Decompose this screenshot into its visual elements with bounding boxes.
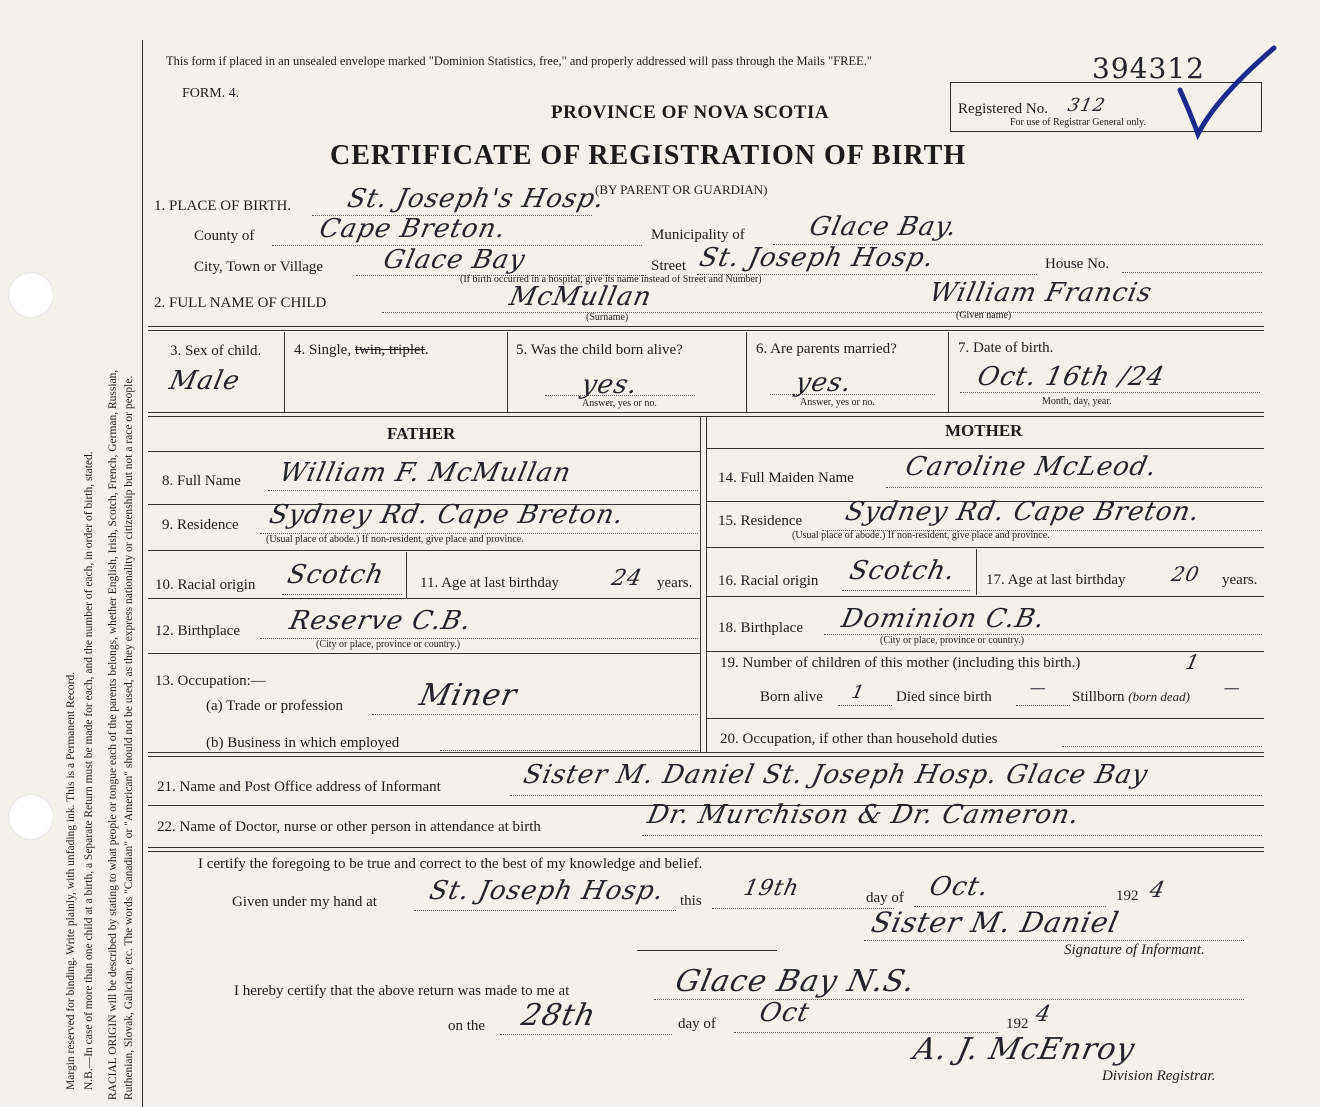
- given-day-dots: [712, 908, 894, 909]
- father-trade-dots: [372, 714, 698, 715]
- mother-children-value: 1: [1183, 650, 1203, 674]
- answer-note-6: Answer, yes or no.: [800, 397, 875, 408]
- parents-divider-b: [706, 416, 707, 752]
- father-occ-label: 13. Occupation:—: [155, 673, 266, 689]
- married-dots: [770, 394, 935, 395]
- province-heading: PROVINCE OF NOVA SCOTIA: [551, 102, 830, 123]
- registrar-statement: I hereby certify that the above return was made to me at: [234, 983, 570, 999]
- stillborn-value: —: [1221, 678, 1244, 697]
- sex-label: 3. Sex of child.: [170, 343, 262, 359]
- mother-occ-dots: [1062, 746, 1262, 747]
- surname-label: (Surname): [586, 312, 629, 323]
- rule-2: [148, 412, 1264, 413]
- mother-heading: MOTHER: [945, 421, 1023, 440]
- row3-div-1: [284, 332, 285, 412]
- father-bp-label: 12. Birthplace: [155, 623, 240, 639]
- margin-note-2: N.B.—In case of more than one child at a birth, a Separate Return must be made for each, and the number of each, in order of birth, stated.: [83, 451, 95, 1090]
- informant-label: 21. Name and Post Office address of Informant: [157, 779, 441, 795]
- mail-note: This form if placed in an unsealed envelope marked "Dominion Statistics, free," and properly addressed will pass through the Mails "FREE.": [166, 54, 873, 68]
- died-dots: [1016, 705, 1070, 706]
- father-res-note: (Usual place of abode.) If non-resident, give place and province.: [266, 534, 524, 545]
- registrar-signature: A. J. McEnroy: [910, 1032, 1139, 1067]
- father-years-label: years.: [657, 575, 693, 591]
- answer-note-5: Answer, yes or no.: [582, 398, 657, 409]
- registrar-day-of-label: day of: [678, 1016, 716, 1032]
- registrar-year-value: 4: [1033, 1002, 1054, 1027]
- mother-race-value: Scotch.: [846, 556, 959, 586]
- mother-res-note: (Usual place of abode.) If non-resident, give place and province.: [792, 530, 1050, 541]
- father-bp-value: Reserve C.B.: [286, 606, 475, 636]
- child-name-label: 2. FULL NAME OF CHILD: [154, 295, 327, 311]
- form-number: FORM. 4.: [182, 86, 240, 101]
- by-parent-note: (BY PARENT OR GUARDIAN): [595, 182, 768, 197]
- registrar-year-prefix: 192: [1006, 1016, 1029, 1032]
- parents-married-value: yes.: [792, 368, 855, 398]
- dob-dots: [960, 392, 1260, 393]
- father-business-dots: [440, 750, 698, 751]
- stillborn-text: Stillborn: [1072, 689, 1125, 705]
- father-race-label: 10. Racial origin: [155, 577, 256, 593]
- father-rule-10: [148, 598, 700, 599]
- stillborn-note: (born dead): [1128, 689, 1191, 704]
- street-value: St. Joseph Hosp.: [696, 243, 938, 273]
- parents-divider-a: [700, 416, 701, 752]
- certificate-title: CERTIFICATE OF REGISTRATION OF BIRTH: [330, 140, 967, 171]
- mother-race-dots: [842, 590, 970, 591]
- given-label: Given under my hand at: [232, 894, 377, 910]
- dob-value: Oct. 16th /24: [974, 362, 1168, 392]
- margin-note-1: Margin reserved for binding. Write plainly, with unfading ink. This is a Permanent Record.: [65, 671, 77, 1090]
- father-name-value: William F. McMullan: [276, 458, 575, 488]
- rule-1b: [148, 330, 1264, 331]
- row3-div-4: [948, 332, 949, 412]
- doctor-dots: [642, 835, 1262, 836]
- doctor-label: 22. Name of Doctor, nurse or other person in attendance at birth: [157, 819, 541, 835]
- place-of-birth-label: 1. PLACE OF BIRTH.: [154, 198, 292, 214]
- registrar-place-dots: [654, 999, 1244, 1000]
- registrar-day-value: 28th: [518, 998, 600, 1033]
- child-surname-value: McMullan: [506, 282, 655, 312]
- mother-years-label: years.: [1222, 572, 1258, 588]
- born-alive-value: yes.: [578, 370, 641, 400]
- dob-label: 7. Date of birth.: [958, 340, 1054, 356]
- stamp-number: 394312: [1092, 52, 1205, 85]
- margin-note-4: Ruthenian, Slovak, Galician, etc. The words "Canadian" or "American" should not be used, as they express nationality or citizenship but not a race or people.: [123, 375, 135, 1100]
- mother-rule-15: [706, 547, 1264, 548]
- registrar-place-value: Glace Bay N.S.: [672, 964, 919, 999]
- father-trade-value: Miner: [416, 678, 521, 713]
- mother-age-value: 20: [1169, 562, 1203, 586]
- center-short-rule: [637, 950, 777, 951]
- hospital-note: (If birth occurred in a hospital, give its name instead of Street and Number): [460, 274, 762, 285]
- informant-dots: [510, 795, 1262, 796]
- county-value: Cape Breton.: [316, 214, 509, 244]
- mother-rule-18: [706, 651, 1264, 652]
- rule-3: [148, 752, 1264, 753]
- father-name-dots: [268, 490, 698, 491]
- place-of-birth-value: St. Joseph's Hosp.: [344, 184, 608, 214]
- mother-age-label: 17. Age at last birthday: [986, 572, 1126, 588]
- father-name-label: 8. Full Name: [162, 473, 241, 489]
- mother-name-dots: [886, 487, 1262, 488]
- rule-4b: [148, 851, 1264, 852]
- father-business-label: (b) Business in which employed: [206, 735, 400, 751]
- father-rule-9: [148, 550, 700, 551]
- informant-signature: Sister M. Daniel: [868, 906, 1123, 939]
- twin-triplet-struck: twin, triplet: [354, 342, 425, 358]
- row3-div-3: [746, 332, 747, 412]
- born-alive-label: 5. Was the child born alive?: [516, 342, 683, 358]
- single-label: [294, 342, 429, 359]
- father-trade-label: (a) Trade or profession: [206, 698, 344, 714]
- father-rule-12: [148, 653, 700, 654]
- on-the-label: on the: [448, 1018, 486, 1034]
- mother-res-label: 15. Residence: [718, 513, 803, 529]
- row3-div-2: [507, 332, 508, 412]
- binding-hole-top: [8, 272, 54, 318]
- informant-signature-label: Signature of Informant.: [1064, 942, 1205, 958]
- mother-children-label: 19. Number of children of this mother (including this birth.): [720, 655, 1081, 671]
- father-race-value: Scotch: [284, 560, 387, 590]
- mother-bp-value: Dominion C.B.: [838, 604, 1048, 634]
- registered-value: 312: [1065, 95, 1108, 116]
- city-label: City, Town or Village: [194, 259, 324, 275]
- father-age-value: 24: [609, 566, 645, 591]
- father-heading: FATHER: [387, 424, 456, 443]
- father-bp-note: (City or place, province or country.): [316, 639, 461, 650]
- mother-bp-label: 18. Birthplace: [718, 620, 803, 636]
- registered-label: Registered No.: [958, 101, 1048, 117]
- given-place-value: St. Joseph Hosp.: [426, 876, 668, 906]
- mother-bp-note: (City or place, province or country.): [880, 635, 1025, 646]
- mother-name-value: Caroline McLeod.: [902, 452, 1161, 482]
- city-value: Glace Bay: [380, 245, 529, 275]
- child-dots: [382, 312, 1262, 313]
- mother-rule-16: [706, 596, 1264, 597]
- died-since-label: Died since birth: [896, 689, 992, 705]
- doctor-value: Dr. Murchison & Dr. Cameron.: [644, 800, 1083, 830]
- alive-dots: [545, 395, 695, 396]
- child-given-value: William Francis: [926, 278, 1156, 308]
- given-day-value: 19th: [741, 876, 802, 901]
- born-alive-dots: [838, 705, 892, 706]
- mother-rule-19: [706, 718, 1264, 719]
- informant-sig-dots: [864, 940, 1244, 941]
- single-suffix: .: [424, 342, 429, 358]
- mother-rule-h: [706, 448, 1264, 449]
- house-label: House No.: [1045, 256, 1110, 272]
- certify-statement: I certify the foregoing to be true and correct to the best of my knowledge and belief.: [198, 856, 703, 872]
- mother-res-value: Sydney Rd. Cape Breton.: [842, 497, 1203, 527]
- single-prefix: 4. Single,: [294, 342, 352, 358]
- father-age-label: 11. Age at last birthday: [420, 575, 559, 591]
- informant-value: Sister M. Daniel St. Joseph Hosp. Glace Bay: [520, 760, 1151, 790]
- born-alive-count-value: 1: [849, 682, 867, 703]
- died-since-value: —: [1027, 678, 1050, 697]
- born-alive-count-label: Born alive: [760, 689, 823, 705]
- margin-rule: [142, 40, 143, 1107]
- this-label: this: [680, 893, 702, 909]
- father-race-dots: [282, 594, 402, 595]
- registrar-month-value: Oct: [756, 998, 813, 1028]
- parents-married-label: 6. Are parents married?: [756, 341, 897, 357]
- dob-note: Month, day, year.: [1042, 396, 1112, 407]
- mother-race-age-div: [976, 549, 977, 595]
- municipality-label: Municipality of: [651, 227, 745, 243]
- given-day-of-label: day of: [866, 890, 904, 906]
- mother-race-label: 16. Racial origin: [718, 573, 819, 589]
- given-place-dots: [414, 910, 676, 911]
- registrar-day-dots: [500, 1034, 672, 1035]
- given-name-label: (Given name): [956, 310, 1012, 321]
- mother-name-label: 14. Full Maiden Name: [718, 470, 854, 486]
- rule-3b: [148, 756, 1264, 757]
- given-year-prefix: 192: [1116, 888, 1139, 904]
- county-label: County of: [194, 228, 255, 244]
- rule-4: [148, 847, 1264, 848]
- street-label: Street: [651, 258, 686, 274]
- municipality-value: Glace Bay.: [806, 212, 961, 242]
- given-year-value: 4: [1147, 878, 1168, 903]
- rule-1: [148, 326, 1264, 327]
- father-res-label: 9. Residence: [162, 517, 239, 533]
- registrar-signature-label: Division Registrar.: [1102, 1068, 1216, 1084]
- check-mark-icon: [1172, 42, 1282, 152]
- given-month-value: Oct.: [926, 872, 992, 902]
- stillborn-label: [1072, 689, 1190, 706]
- margin-note-3: RACIAL ORIGIN will be described by stating to what people or tongue each of the parents belongs, whether English, Irish, Scotch, French, German, Russian,: [107, 369, 119, 1100]
- mother-occ-label: 20. Occupation, if other than household duties: [720, 731, 998, 747]
- father-res-value: Sydney Rd. Cape Breton.: [266, 500, 627, 530]
- binding-hole-bottom: [8, 794, 54, 840]
- father-race-age-div: [406, 552, 407, 598]
- sex-value: Male: [166, 366, 244, 396]
- father-rule-h: [148, 451, 700, 452]
- house-dots: [1122, 272, 1262, 273]
- registrar-note: For use of Registrar General only.: [1010, 117, 1146, 128]
